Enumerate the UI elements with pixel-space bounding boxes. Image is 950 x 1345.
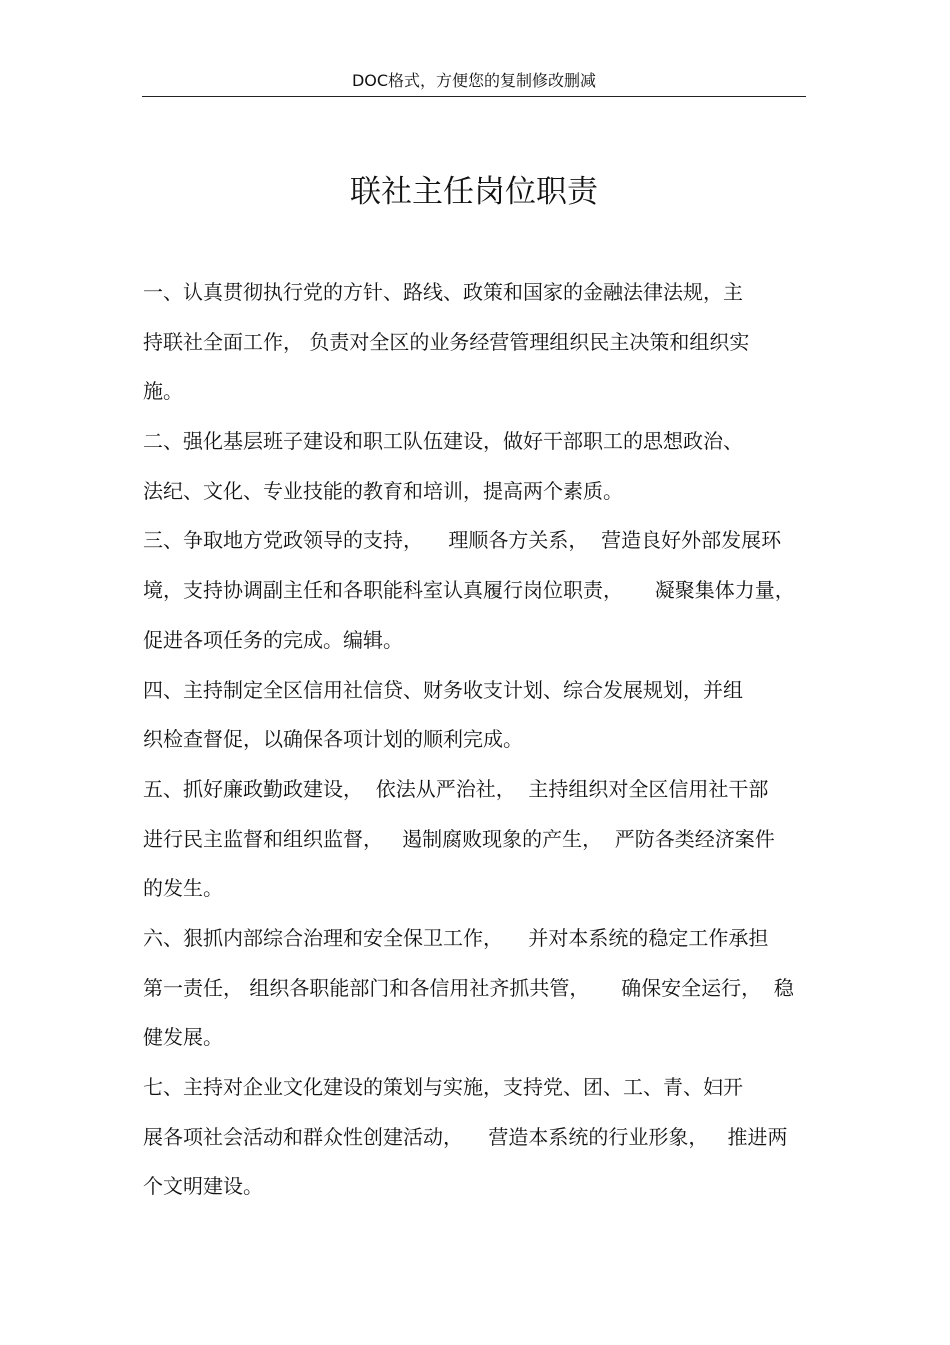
- body-line: 展各项社会活动和群众性创建活动， 营造本系统的行业形象， 推进两: [143, 1124, 788, 1149]
- body-line: 的发生。: [143, 876, 223, 901]
- body-line: 个文明建设。: [143, 1174, 263, 1199]
- header-divider: [142, 96, 806, 97]
- document-title: 联社主任岗位职责: [350, 174, 598, 210]
- body-line: 健发展。: [143, 1025, 223, 1050]
- body-line: 持联社全面工作， 负责对全区的业务经营管理组织民主决策和组织实: [143, 329, 750, 354]
- body-line: 六、狠抓内部综合治理和安全保卫工作， 并对本系统的稳定工作承担: [143, 925, 769, 950]
- page-header: DOC格式，方便您的复制修改删减: [351, 71, 597, 90]
- body-line: 进行民主监督和组织监督， 遏制腐败现象的产生， 严防各类经济案件: [143, 826, 775, 851]
- body-line: 五、抓好廉政勤政建设， 依法从严治社， 主持组织对全区信用社干部: [143, 776, 769, 801]
- body-line: 法纪、文化、专业技能的教育和培训，提高两个素质。: [143, 478, 623, 503]
- body-line: 四、主持制定全区信用社信贷、财务收支计划、综合发展规划，并组: [143, 677, 743, 702]
- body-line: 境，支持协调副主任和各职能科室认真履行岗位职责， 凝聚集体力量，: [143, 578, 795, 603]
- body-line: 二、强化基层班子建设和职工队伍建设，做好干部职工的思想政治、: [143, 429, 743, 454]
- body-line: 促进各项任务的完成。编辑。: [143, 627, 403, 652]
- body-line: 第一责任， 组织各职能部门和各信用社齐抓共管， 确保安全运行， 稳: [143, 975, 794, 1000]
- body-line: 七、主持对企业文化建设的策划与实施，支持党、团、工、青、妇开: [143, 1075, 743, 1099]
- body-line: 织检查督促，以确保各项计划的顺利完成。: [143, 727, 523, 752]
- body-line: 施。: [143, 379, 183, 404]
- body-line: 三、争取地方党政领导的支持， 理顺各方关系， 营造良好外部发展环: [143, 528, 782, 553]
- body-line: 一、认真贯彻执行党的方针、路线、政策和国家的金融法律法规，主: [143, 280, 743, 304]
- document-body: [143, 268, 807, 1212]
